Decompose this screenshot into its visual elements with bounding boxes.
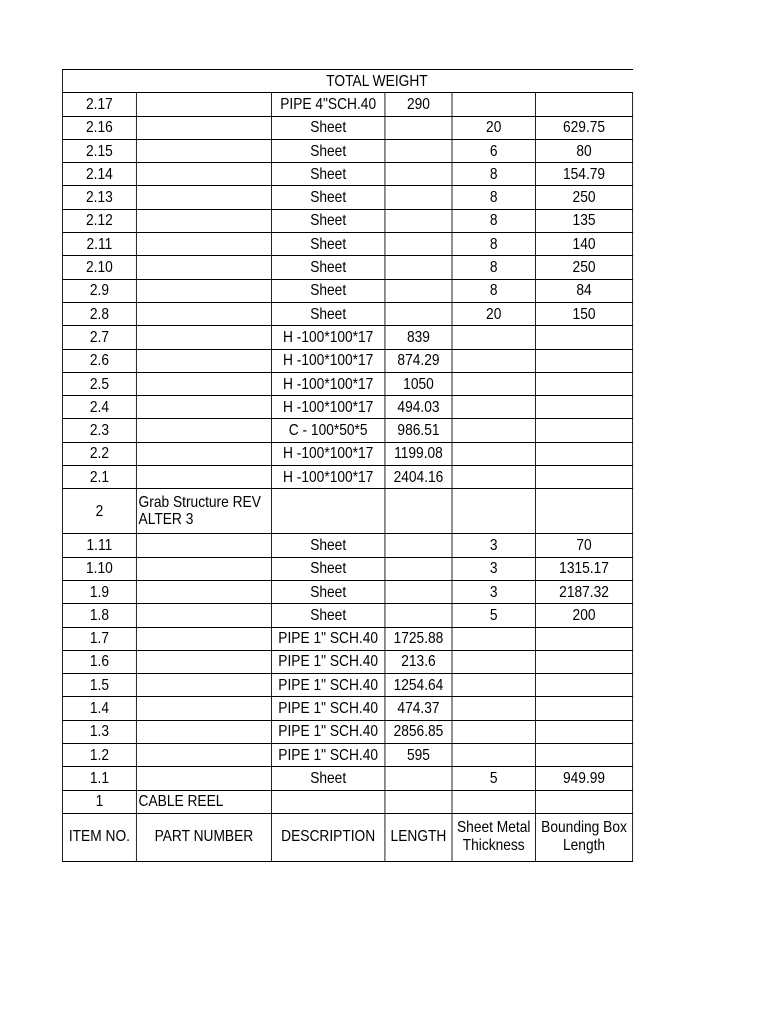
length-cell: 474.37 bbox=[385, 697, 452, 720]
description-cell: H -100*100*17 bbox=[271, 326, 385, 349]
bounding-box-length-cell: 250 bbox=[535, 256, 632, 279]
sheet-metal-thickness-cell bbox=[452, 790, 535, 813]
part-number-cell bbox=[136, 744, 271, 767]
item-no-cell: 2 bbox=[62, 489, 136, 534]
description-cell: Sheet bbox=[271, 534, 385, 557]
part-number-cell bbox=[136, 627, 271, 650]
bounding-box-length-cell bbox=[535, 326, 632, 349]
bounding-box-length-cell bbox=[535, 372, 632, 395]
part-number-cell bbox=[136, 466, 271, 489]
description-cell: Sheet bbox=[271, 557, 385, 580]
length-cell bbox=[385, 557, 452, 580]
description-cell: H -100*100*17 bbox=[271, 349, 385, 372]
table-row bbox=[62, 209, 632, 232]
description-cell: H -100*100*17 bbox=[271, 442, 385, 465]
description-cell: Sheet bbox=[271, 767, 385, 790]
header-description: DESCRIPTION bbox=[271, 813, 385, 861]
bounding-box-length-cell: 200 bbox=[535, 604, 632, 627]
table-row bbox=[62, 627, 632, 650]
description-cell: PIPE 1" SCH.40 bbox=[271, 650, 385, 673]
sheet-metal-thickness-cell: 5 bbox=[452, 604, 535, 627]
table-row bbox=[62, 534, 632, 557]
item-no-cell: 1.8 bbox=[62, 604, 136, 627]
table-row bbox=[62, 650, 632, 673]
bounding-box-length-cell bbox=[535, 790, 632, 813]
part-number-cell bbox=[136, 302, 271, 325]
length-cell bbox=[385, 186, 452, 209]
header-length: LENGTH bbox=[385, 813, 452, 861]
item-no-cell: 2.6 bbox=[62, 349, 136, 372]
sheet-metal-thickness-cell bbox=[452, 650, 535, 673]
description-cell: Sheet bbox=[271, 186, 385, 209]
bounding-box-length-cell bbox=[535, 674, 632, 697]
header-item-no: ITEM NO. bbox=[62, 813, 136, 861]
bounding-box-length-cell: 154.79 bbox=[535, 163, 632, 186]
description-cell: Sheet bbox=[271, 256, 385, 279]
description-cell: H -100*100*17 bbox=[271, 466, 385, 489]
part-number-cell bbox=[136, 557, 271, 580]
table-row bbox=[62, 767, 632, 790]
length-cell: 874.29 bbox=[385, 349, 452, 372]
part-number-cell bbox=[136, 697, 271, 720]
table-row bbox=[62, 116, 632, 139]
part-number-cell bbox=[136, 186, 271, 209]
item-no-cell: 2.4 bbox=[62, 396, 136, 419]
part-number-cell bbox=[136, 209, 271, 232]
table-row bbox=[62, 489, 632, 534]
bounding-box-length-cell bbox=[535, 419, 632, 442]
sheet-metal-thickness-cell bbox=[452, 466, 535, 489]
sheet-metal-thickness-cell: 3 bbox=[452, 557, 535, 580]
item-no-cell: 2.15 bbox=[62, 139, 136, 162]
item-no-cell: 2.17 bbox=[62, 93, 136, 116]
bounding-box-length-cell bbox=[535, 396, 632, 419]
description-cell: Sheet bbox=[271, 139, 385, 162]
description-cell: PIPE 1" SCH.40 bbox=[271, 697, 385, 720]
description-cell: PIPE 1" SCH.40 bbox=[271, 627, 385, 650]
description-cell: Sheet bbox=[271, 209, 385, 232]
length-cell: 839 bbox=[385, 326, 452, 349]
length-cell bbox=[385, 279, 452, 302]
item-no-cell: 1.11 bbox=[62, 534, 136, 557]
item-no-cell: 1.3 bbox=[62, 720, 136, 743]
sheet-metal-thickness-cell: 5 bbox=[452, 767, 535, 790]
sheet-metal-thickness-cell bbox=[452, 697, 535, 720]
description-cell: Sheet bbox=[271, 233, 385, 256]
description-cell: H -100*100*17 bbox=[271, 396, 385, 419]
sheet-metal-thickness-cell: 8 bbox=[452, 233, 535, 256]
description-cell bbox=[271, 790, 385, 813]
bounding-box-length-cell bbox=[535, 466, 632, 489]
length-cell: 1254.64 bbox=[385, 674, 452, 697]
sheet-metal-thickness-cell: 20 bbox=[452, 116, 535, 139]
bounding-box-length-cell: 70 bbox=[535, 534, 632, 557]
item-no-cell: 2.11 bbox=[62, 233, 136, 256]
table-row bbox=[62, 186, 632, 209]
length-cell: 2856.85 bbox=[385, 720, 452, 743]
table-row bbox=[62, 279, 632, 302]
part-number-cell bbox=[136, 604, 271, 627]
length-cell bbox=[385, 790, 452, 813]
sheet-metal-thickness-cell bbox=[452, 326, 535, 349]
table-row bbox=[62, 233, 632, 256]
length-cell: 1725.88 bbox=[385, 627, 452, 650]
description-cell: Sheet bbox=[271, 302, 385, 325]
item-no-cell: 2.14 bbox=[62, 163, 136, 186]
bill-of-materials-table bbox=[62, 69, 633, 862]
length-cell: 494.03 bbox=[385, 396, 452, 419]
description-cell: Sheet bbox=[271, 163, 385, 186]
table-row bbox=[62, 326, 632, 349]
sheet-metal-thickness-cell bbox=[452, 489, 535, 534]
sheet-metal-thickness-cell bbox=[452, 396, 535, 419]
part-number-cell: Grab Structure REV ALTER 3 bbox=[136, 489, 271, 534]
item-no-cell: 2.10 bbox=[62, 256, 136, 279]
sheet-metal-thickness-cell: 8 bbox=[452, 209, 535, 232]
item-no-cell: 1.9 bbox=[62, 580, 136, 603]
part-number-cell bbox=[136, 419, 271, 442]
table-row bbox=[62, 697, 632, 720]
bom-table-body bbox=[62, 70, 632, 862]
description-cell: PIPE 1" SCH.40 bbox=[271, 674, 385, 697]
bounding-box-length-cell: 949.99 bbox=[535, 767, 632, 790]
sheet-metal-thickness-cell: 8 bbox=[452, 256, 535, 279]
item-no-cell: 2.5 bbox=[62, 372, 136, 395]
item-no-cell: 1.5 bbox=[62, 674, 136, 697]
item-no-cell: 1 bbox=[62, 790, 136, 813]
bounding-box-length-cell: 80 bbox=[535, 139, 632, 162]
item-no-cell: 2.3 bbox=[62, 419, 136, 442]
part-number-cell bbox=[136, 116, 271, 139]
item-no-cell: 1.4 bbox=[62, 697, 136, 720]
length-cell: 1199.08 bbox=[385, 442, 452, 465]
part-number-cell bbox=[136, 163, 271, 186]
sheet-metal-thickness-cell bbox=[452, 744, 535, 767]
part-number-cell: CABLE REEL bbox=[136, 790, 271, 813]
length-cell bbox=[385, 580, 452, 603]
bounding-box-length-cell: 2187.32 bbox=[535, 580, 632, 603]
part-number-cell bbox=[136, 396, 271, 419]
sheet-metal-thickness-cell: 6 bbox=[452, 139, 535, 162]
length-cell: 213.6 bbox=[385, 650, 452, 673]
sheet-metal-thickness-cell bbox=[452, 349, 535, 372]
table-row bbox=[62, 256, 632, 279]
item-no-cell: 1.2 bbox=[62, 744, 136, 767]
bounding-box-length-cell: 250 bbox=[535, 186, 632, 209]
bounding-box-length-cell bbox=[535, 650, 632, 673]
bounding-box-length-cell bbox=[535, 442, 632, 465]
part-number-cell bbox=[136, 256, 271, 279]
table-row bbox=[62, 93, 632, 116]
table-row bbox=[62, 557, 632, 580]
bounding-box-length-cell bbox=[535, 720, 632, 743]
item-no-cell: 2.7 bbox=[62, 326, 136, 349]
table-row bbox=[62, 139, 632, 162]
total-weight-row bbox=[62, 70, 632, 93]
part-number-cell bbox=[136, 372, 271, 395]
bounding-box-length-cell bbox=[535, 349, 632, 372]
part-number-cell bbox=[136, 349, 271, 372]
sheet-metal-thickness-cell bbox=[452, 442, 535, 465]
item-no-cell: 1.10 bbox=[62, 557, 136, 580]
sheet-metal-thickness-cell: 20 bbox=[452, 302, 535, 325]
item-no-cell: 2.16 bbox=[62, 116, 136, 139]
length-cell: 1050 bbox=[385, 372, 452, 395]
item-no-cell: 2.8 bbox=[62, 302, 136, 325]
table-row bbox=[62, 674, 632, 697]
bounding-box-length-cell bbox=[535, 93, 632, 116]
item-no-cell: 2.2 bbox=[62, 442, 136, 465]
description-cell: Sheet bbox=[271, 279, 385, 302]
bounding-box-length-cell: 135 bbox=[535, 209, 632, 232]
sheet-metal-thickness-cell bbox=[452, 372, 535, 395]
part-number-cell bbox=[136, 767, 271, 790]
table-row bbox=[62, 720, 632, 743]
bounding-box-length-cell bbox=[535, 744, 632, 767]
description-cell bbox=[271, 489, 385, 534]
sheet-metal-thickness-cell bbox=[452, 674, 535, 697]
table-row bbox=[62, 163, 632, 186]
part-number-cell bbox=[136, 674, 271, 697]
table-row bbox=[62, 466, 632, 489]
part-number-cell bbox=[136, 580, 271, 603]
length-cell bbox=[385, 302, 452, 325]
sheet-metal-thickness-cell: 3 bbox=[452, 534, 535, 557]
bounding-box-length-cell bbox=[535, 489, 632, 534]
table-row bbox=[62, 580, 632, 603]
length-cell bbox=[385, 116, 452, 139]
length-cell bbox=[385, 604, 452, 627]
description-cell: H -100*100*17 bbox=[271, 372, 385, 395]
length-cell bbox=[385, 209, 452, 232]
part-number-cell bbox=[136, 326, 271, 349]
description-cell: C - 100*50*5 bbox=[271, 419, 385, 442]
item-no-cell: 1.6 bbox=[62, 650, 136, 673]
sheet-metal-thickness-cell: 3 bbox=[452, 580, 535, 603]
part-number-cell bbox=[136, 279, 271, 302]
length-cell bbox=[385, 767, 452, 790]
table-row bbox=[62, 396, 632, 419]
bounding-box-length-cell: 150 bbox=[535, 302, 632, 325]
table-row bbox=[62, 744, 632, 767]
item-no-cell: 2.13 bbox=[62, 186, 136, 209]
column-header-row bbox=[62, 813, 632, 861]
table-row bbox=[62, 349, 632, 372]
sheet-metal-thickness-cell bbox=[452, 419, 535, 442]
part-number-cell bbox=[136, 233, 271, 256]
item-no-cell: 2.9 bbox=[62, 279, 136, 302]
length-cell bbox=[385, 534, 452, 557]
bounding-box-length-cell: 1315.17 bbox=[535, 557, 632, 580]
item-no-cell: 1.7 bbox=[62, 627, 136, 650]
length-cell: 2404.16 bbox=[385, 466, 452, 489]
sheet-metal-thickness-cell bbox=[452, 720, 535, 743]
sheet-metal-thickness-cell: 8 bbox=[452, 279, 535, 302]
length-cell: 595 bbox=[385, 744, 452, 767]
sheet-metal-thickness-cell bbox=[452, 93, 535, 116]
part-number-cell bbox=[136, 720, 271, 743]
length-cell bbox=[385, 233, 452, 256]
table-row bbox=[62, 442, 632, 465]
part-number-cell bbox=[136, 650, 271, 673]
part-number-cell bbox=[136, 534, 271, 557]
part-number-cell bbox=[136, 442, 271, 465]
total-weight-label: TOTAL WEIGHT bbox=[62, 70, 632, 93]
part-number-cell bbox=[136, 139, 271, 162]
bounding-box-length-cell: 84 bbox=[535, 279, 632, 302]
bounding-box-length-cell: 629.75 bbox=[535, 116, 632, 139]
sheet-metal-thickness-cell: 8 bbox=[452, 186, 535, 209]
description-cell: Sheet bbox=[271, 116, 385, 139]
bounding-box-length-cell bbox=[535, 627, 632, 650]
length-cell bbox=[385, 139, 452, 162]
bounding-box-length-cell bbox=[535, 697, 632, 720]
item-no-cell: 1.1 bbox=[62, 767, 136, 790]
table-row bbox=[62, 419, 632, 442]
part-number-cell bbox=[136, 93, 271, 116]
length-cell bbox=[385, 256, 452, 279]
sheet-metal-thickness-cell: 8 bbox=[452, 163, 535, 186]
description-cell: PIPE 1" SCH.40 bbox=[271, 744, 385, 767]
length-cell: 290 bbox=[385, 93, 452, 116]
table-row bbox=[62, 302, 632, 325]
length-cell bbox=[385, 163, 452, 186]
item-no-cell: 2.12 bbox=[62, 209, 136, 232]
header-sheet-metal-thickness: Sheet Metal Thickness bbox=[452, 813, 535, 861]
header-part-number: PART NUMBER bbox=[136, 813, 271, 861]
item-no-cell: 2.1 bbox=[62, 466, 136, 489]
length-cell: 986.51 bbox=[385, 419, 452, 442]
length-cell bbox=[385, 489, 452, 534]
header-bounding-box-length: Bounding Box Length bbox=[535, 813, 632, 861]
sheet-metal-thickness-cell bbox=[452, 627, 535, 650]
table-row bbox=[62, 372, 632, 395]
table-row bbox=[62, 604, 632, 627]
description-cell: PIPE 4"SCH.40 bbox=[271, 93, 385, 116]
table-row bbox=[62, 790, 632, 813]
description-cell: PIPE 1" SCH.40 bbox=[271, 720, 385, 743]
description-cell: Sheet bbox=[271, 580, 385, 603]
bounding-box-length-cell: 140 bbox=[535, 233, 632, 256]
description-cell: Sheet bbox=[271, 604, 385, 627]
